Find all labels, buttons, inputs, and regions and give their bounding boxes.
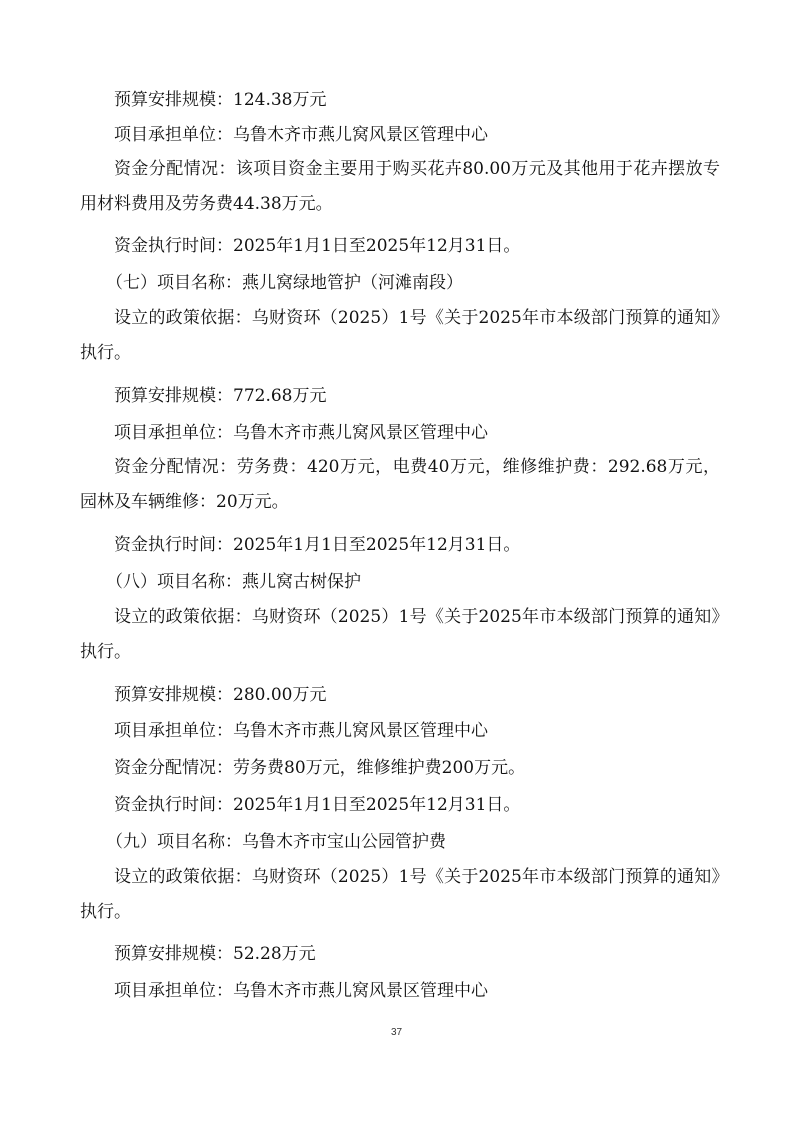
budget-scale-line: 预算安排规模：52.28万元 (114, 944, 316, 964)
undertaking-unit-line: 项目承担单位：乌鲁木齐市燕儿窝风景区管理中心 (114, 423, 488, 443)
project-heading-7: （七）项目名称：燕儿窝绿地管护（河滩南段） (106, 273, 463, 293)
budget-scale-line: 预算安排规模：124.38万元 (114, 90, 327, 110)
fund-allocation-line: 资金分配情况：劳务费80万元，维修维护费200万元。 (114, 758, 526, 778)
page-number: 37 (390, 1027, 403, 1038)
budget-scale-line: 预算安排规模：772.68万元 (114, 386, 327, 406)
policy-basis-paragraph: 设立的政策依据：乌财资环（2025）1号《关于2025年市本级部门预算的通知》执行。 (80, 867, 720, 922)
fund-allocation-paragraph: 资金分配情况：该项目资金主要用于购买花卉80.00万元及其他用于花卉摆放专用材料费用及劳务费44.38万元。 (80, 159, 720, 214)
execution-time-line: 资金执行时间：2025年1月1日至2025年12月31日。 (114, 236, 521, 256)
project-heading-9: （九）项目名称：乌鲁木齐市宝山公园管护费 (106, 832, 446, 852)
undertaking-unit-line: 项目承担单位：乌鲁木齐市燕儿窝风景区管理中心 (114, 125, 488, 145)
undertaking-unit-line: 项目承担单位：乌鲁木齐市燕儿窝风景区管理中心 (114, 721, 488, 741)
execution-time-line: 资金执行时间：2025年1月1日至2025年12月31日。 (114, 535, 521, 555)
undertaking-unit-line: 项目承担单位：乌鲁木齐市燕儿窝风景区管理中心 (114, 981, 488, 1001)
execution-time-line: 资金执行时间：2025年1月1日至2025年12月31日。 (114, 795, 521, 815)
budget-scale-line: 预算安排规模：280.00万元 (114, 685, 327, 705)
policy-basis-paragraph: 设立的政策依据：乌财资环（2025）1号《关于2025年市本级部门预算的通知》执行。 (80, 607, 720, 662)
policy-basis-paragraph: 设立的政策依据：乌财资环（2025）1号《关于2025年市本级部门预算的通知》执行。 (80, 308, 720, 363)
project-heading-8: （八）项目名称：燕儿窝古树保护 (106, 572, 361, 592)
fund-allocation-paragraph: 资金分配情况：劳务费：420万元，电费40万元，维修维护费：292.68万元，园林及车辆维修：20万元。 (80, 457, 720, 512)
